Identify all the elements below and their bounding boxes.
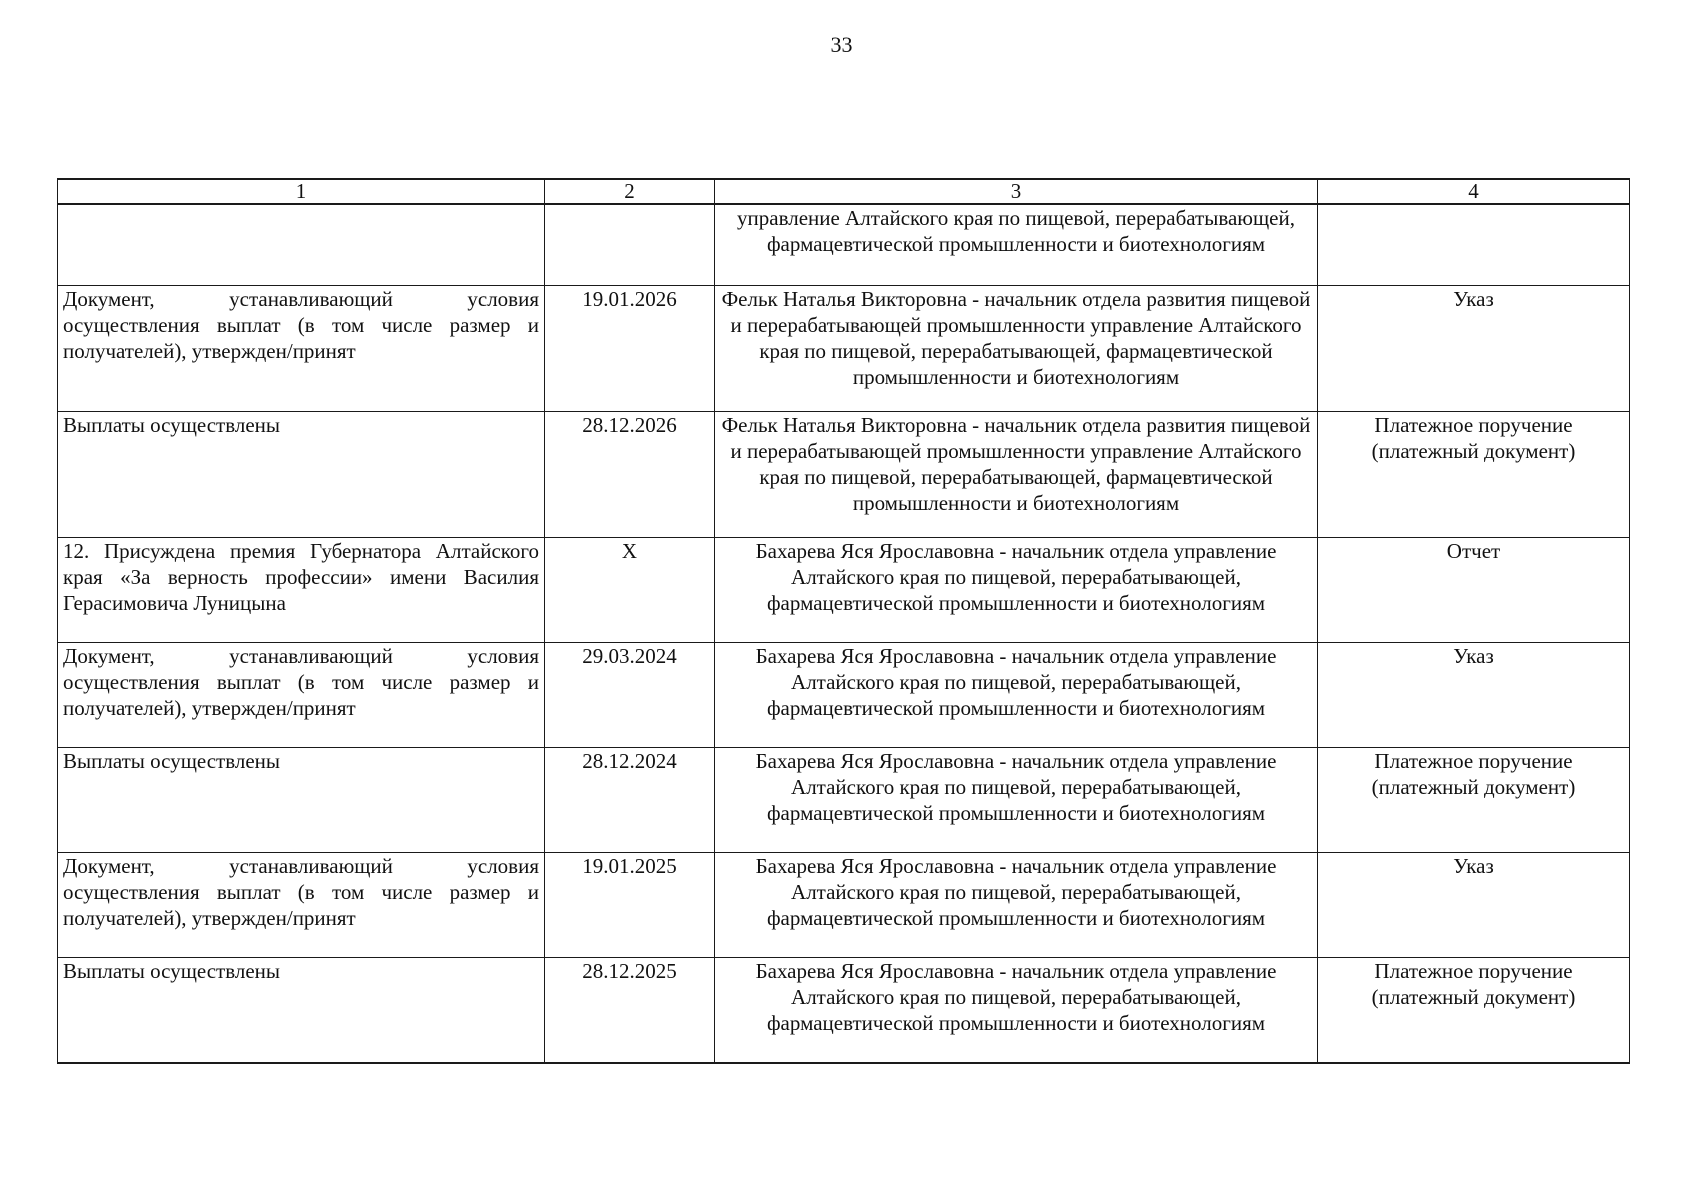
cell-document: Платежное поручение (платежный документ) [1318, 748, 1630, 853]
cell-responsible: Бахарева Яся Ярославовна - начальник отдела управление Алтайского края по пищевой, перерабатывающей, фармацевтической промышленности и биотехнологиям [715, 748, 1318, 853]
cell-responsible: Фельк Наталья Викторовна - начальник отдела развития пищевой и перерабатывающей промышленности управление Алтайского края по пищевой, перерабатывающей, фармацевтической промышленности и биотехнологиям [715, 412, 1318, 538]
cell-responsible: управление Алтайского края по пищевой, перерабатывающей, фармацевтической промышленности и биотехнологиям [715, 204, 1318, 286]
cell-event [58, 204, 545, 286]
schedule-table [57, 178, 1630, 1064]
cell-date: 19.01.2025 [545, 853, 715, 958]
cell-responsible: Бахарева Яся Ярославовна - начальник отдела управление Алтайского края по пищевой, перерабатывающей, фармацевтической промышленности и биотехнологиям [715, 538, 1318, 643]
cell-document: Указ [1318, 286, 1630, 412]
cell-document: Указ [1318, 643, 1630, 748]
cell-event: 12. Присуждена премия Губернатора Алтайского края «За верность профессии» имени Василия Герасимовича Луницына [58, 538, 545, 643]
cell-document [1318, 204, 1630, 286]
cell-date [545, 204, 715, 286]
cell-event: Документ, устанавливающий условия осуществления выплат (в том числе размер и получателей), утвержден/принят [58, 643, 545, 748]
table-row [58, 204, 1630, 286]
cell-date: 28.12.2026 [545, 412, 715, 538]
cell-event: Выплаты осуществлены [58, 412, 545, 538]
cell-document: Указ [1318, 853, 1630, 958]
table-row [58, 412, 1630, 538]
header-row [58, 179, 1630, 204]
table-row [58, 853, 1630, 958]
header-col-2: 2 [545, 179, 715, 204]
cell-event: Документ, устанавливающий условия осуществления выплат (в том числе размер и получателей), утвержден/принят [58, 286, 545, 412]
cell-document: Платежное поручение (платежный документ) [1318, 958, 1630, 1064]
cell-responsible: Фельк Наталья Викторовна - начальник отдела развития пищевой и перерабатывающей промышленности управление Алтайского края по пищевой, перерабатывающей, фармацевтической промышленности и биотехнологиям [715, 286, 1318, 412]
cell-responsible: Бахарева Яся Ярославовна - начальник отдела управление Алтайского края по пищевой, перерабатывающей, фармацевтической промышленности и биотехнологиям [715, 643, 1318, 748]
table-row [58, 286, 1630, 412]
cell-date: 28.12.2025 [545, 958, 715, 1064]
cell-responsible: Бахарева Яся Ярославовна - начальник отдела управление Алтайского края по пищевой, перерабатывающей, фармацевтической промышленности и биотехнологиям [715, 853, 1318, 958]
header-col-1: 1 [58, 179, 545, 204]
table-row [58, 748, 1630, 853]
cell-event: Выплаты осуществлены [58, 958, 545, 1064]
table-row [58, 958, 1630, 1064]
cell-date: 29.03.2024 [545, 643, 715, 748]
page-number: 33 [830, 32, 853, 57]
cell-document: Платежное поручение (платежный документ) [1318, 412, 1630, 538]
header-col-4: 4 [1318, 179, 1630, 204]
cell-responsible: Бахарева Яся Ярославовна - начальник отдела управление Алтайского края по пищевой, перерабатывающей, фармацевтической промышленности и биотехнологиям [715, 958, 1318, 1064]
cell-event: Документ, устанавливающий условия осуществления выплат (в том числе размер и получателей), утвержден/принят [58, 853, 545, 958]
header-col-3: 3 [715, 179, 1318, 204]
table-row [58, 538, 1630, 643]
cell-date: 19.01.2026 [545, 286, 715, 412]
cell-date: 28.12.2024 [545, 748, 715, 853]
cell-date: X [545, 538, 715, 643]
table-row [58, 643, 1630, 748]
cell-event: Выплаты осуществлены [58, 748, 545, 853]
cell-document: Отчет [1318, 538, 1630, 643]
